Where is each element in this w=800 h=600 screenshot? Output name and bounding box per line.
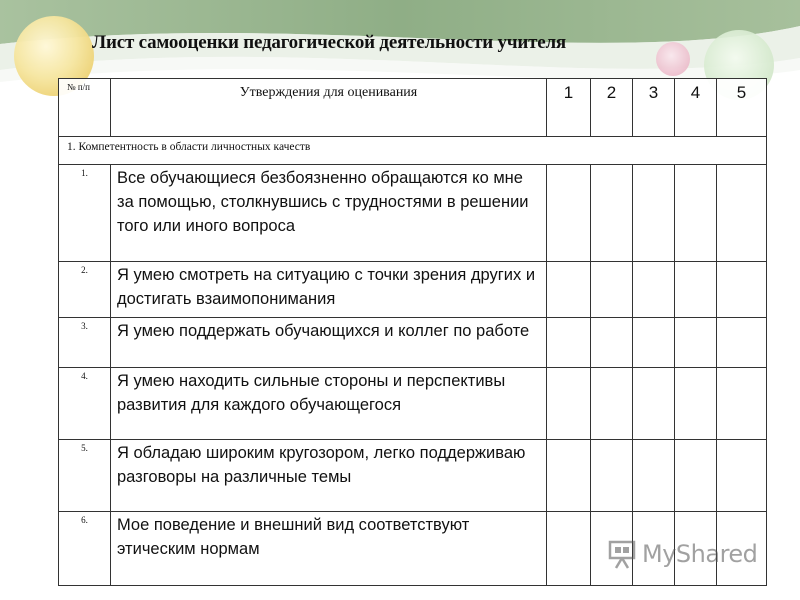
row-statement: Я умею поддержать обучающихся и коллег по работе	[111, 318, 547, 368]
presentation-board-icon	[608, 539, 636, 569]
score-cell-3[interactable]	[633, 368, 675, 440]
score-cell-2[interactable]	[591, 368, 633, 440]
score-cell-3[interactable]	[633, 318, 675, 368]
header-score-2: 2	[591, 79, 633, 137]
table-row	[59, 165, 767, 262]
section-row	[59, 137, 767, 165]
score-cell-3[interactable]	[633, 165, 675, 262]
score-cell-5[interactable]	[717, 368, 767, 440]
page-title: Лист самооценки педагогической деятельности учителя	[92, 32, 567, 53]
score-cell-3[interactable]	[633, 440, 675, 512]
header-statement: Утверждения для оценивания	[111, 79, 547, 137]
table-row	[59, 262, 767, 318]
score-cell-5[interactable]	[717, 440, 767, 512]
row-number: 3.	[59, 318, 111, 368]
score-cell-1[interactable]	[547, 262, 591, 318]
row-number: 1.	[59, 165, 111, 262]
score-cell-3[interactable]	[633, 262, 675, 318]
row-statement: Я умею смотреть на ситуацию с точки зрения других и достигать взаимопонимания	[111, 262, 547, 318]
section-title: 1. Компетентность в области личностных качеств	[59, 137, 767, 165]
row-number: 5.	[59, 440, 111, 512]
table-row	[59, 318, 767, 368]
score-cell-1[interactable]	[547, 440, 591, 512]
row-number: 4.	[59, 368, 111, 440]
header-score-5: 5	[717, 79, 767, 137]
score-cell-2[interactable]	[591, 440, 633, 512]
header-score-3: 3	[633, 79, 675, 137]
score-cell-4[interactable]	[675, 440, 717, 512]
header-number: № п/п	[59, 79, 111, 137]
score-cell-4[interactable]	[675, 368, 717, 440]
score-cell-5[interactable]	[717, 262, 767, 318]
self-assessment-table	[58, 78, 767, 586]
row-number: 2.	[59, 262, 111, 318]
score-cell-1[interactable]	[547, 318, 591, 368]
score-cell-5[interactable]	[717, 165, 767, 262]
score-cell-2[interactable]	[591, 318, 633, 368]
score-cell-1[interactable]	[547, 368, 591, 440]
score-cell-2[interactable]	[591, 262, 633, 318]
table-row	[59, 440, 767, 512]
score-cell-4[interactable]	[675, 318, 717, 368]
table-header-row	[59, 79, 767, 137]
score-cell-4[interactable]	[675, 165, 717, 262]
watermark-text: MyShared	[642, 540, 758, 568]
row-statement: Я умею находить сильные стороны и перспективы развития для каждого обучающегося	[111, 368, 547, 440]
row-statement: Мое поведение и внешний вид соответствуют этическим нормам	[111, 512, 547, 586]
table-row	[59, 368, 767, 440]
score-cell-2[interactable]	[591, 165, 633, 262]
header-score-1: 1	[547, 79, 591, 137]
score-cell-1[interactable]	[547, 165, 591, 262]
watermark	[608, 536, 778, 572]
row-statement: Я обладаю широким кругозором, легко поддерживаю разговоры на различные темы	[111, 440, 547, 512]
score-cell-1[interactable]	[547, 512, 591, 586]
score-cell-5[interactable]	[717, 318, 767, 368]
header-score-4: 4	[675, 79, 717, 137]
row-statement: Все обучающиеся безбоязненно обращаются ко мне за помощью, столкнувшись с трудностями в решении того или иного вопроса	[111, 165, 547, 262]
row-number: 6.	[59, 512, 111, 586]
score-cell-4[interactable]	[675, 262, 717, 318]
